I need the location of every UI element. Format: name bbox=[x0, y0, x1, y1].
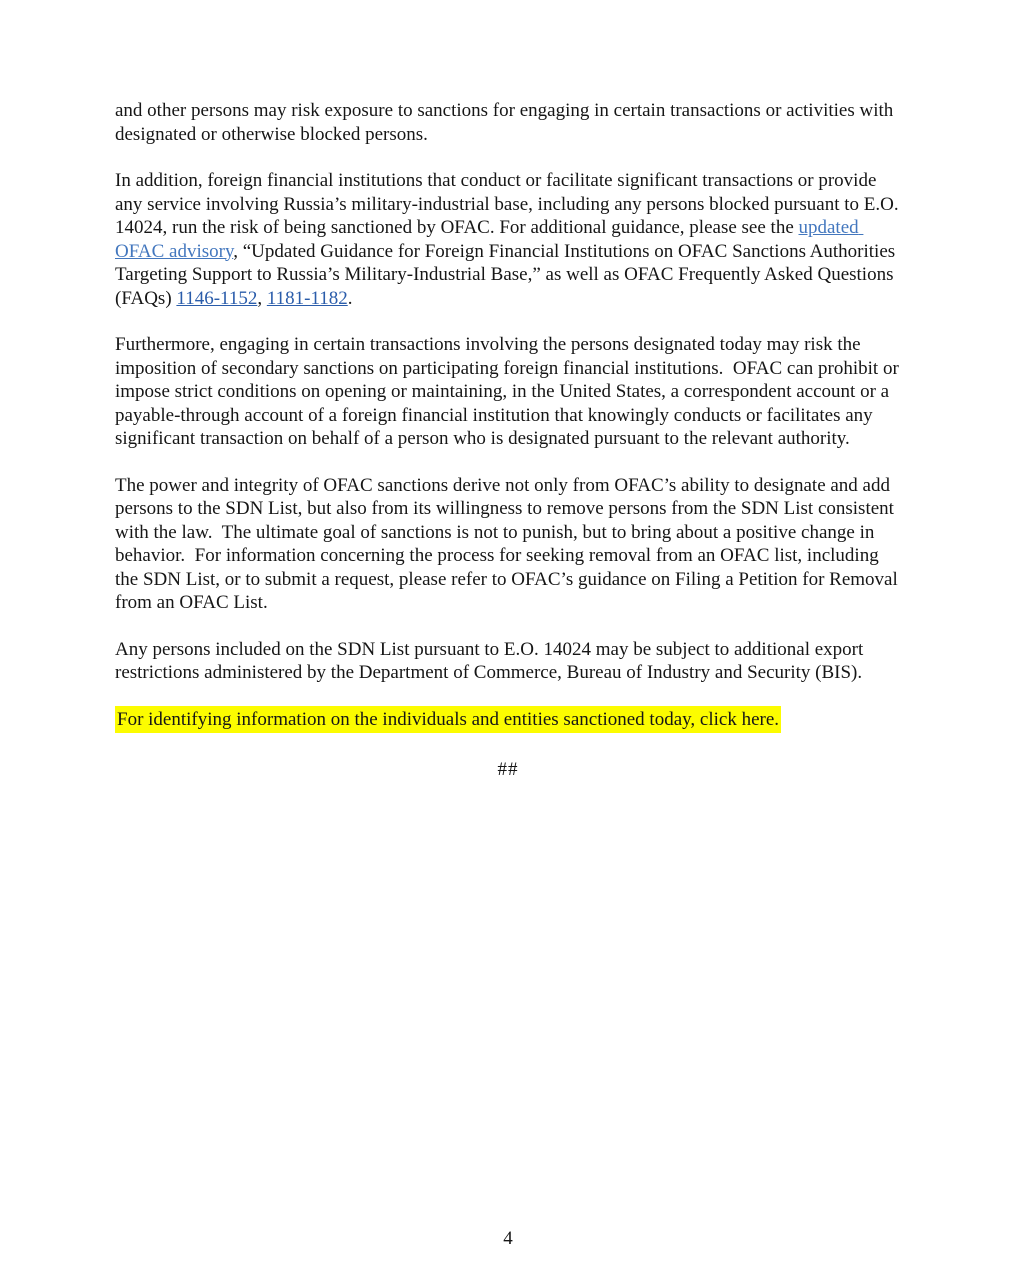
faq-1146-1152-link[interactable]: 1146-1152 bbox=[176, 287, 258, 309]
paragraph-foreign-financial-institutions bbox=[115, 169, 904, 310]
paragraph-secondary-sanctions bbox=[115, 333, 904, 451]
end-marker: ## bbox=[497, 759, 519, 780]
updated-ofac-advisory-link[interactable]: updated OFAC advisory bbox=[115, 217, 864, 262]
paragraph-identifying-information bbox=[115, 708, 901, 732]
text-segment: , bbox=[257, 287, 267, 309]
text-segment: Any persons included on the SDN List pursuant to E.O. 14024 may be subject to additional export restrictions administered by the Department of Commerce, Bureau of Industry and Security (BIS). bbox=[115, 638, 869, 683]
text-segment: , “Updated Guidance for Foreign Financial Institutions on OFAC Sanctions Authorities Targeting Support to Russia’s Military-Industrial Base,” as well as OFAC Frequently Asked Questions (FAQs) bbox=[115, 240, 900, 309]
text-segment: . bbox=[347, 287, 353, 309]
text-segment: In addition, foreign financial institutions that conduct or facilitate significant transactions or provide any service involving Russia’s military-industrial base, including any persons blocked pursuant to E.O. 14024, run the risk of being sanctioned by OFAC. For additional guidance, please see the bbox=[115, 170, 904, 238]
paragraph-removal-process bbox=[115, 474, 901, 615]
text-segment: The power and integrity of OFAC sanctions derive not only from OFAC’s ability to designate and add persons to the SDN List, but also from its willingness to remove persons from the SDN List consistent with the law. The ultimate goal of sanctions is not to punish, but to bring about a positive change in behavior. For information concerning the process for seeking removal from an OFAC list, including the SDN List, or to submit a request, please refer to OFAC’s guidance on Filing a Petition for Removal from an OFAC List. bbox=[115, 474, 903, 613]
text-segment: and other persons may risk exposure to sanctions for engaging in certain transactions or activities with designated or otherwise blocked persons. bbox=[115, 100, 899, 145]
faq-1181-1182-link[interactable]: 1181-1182 bbox=[266, 287, 348, 309]
page-number: 4 bbox=[503, 1227, 513, 1249]
highlighted-click-here-text[interactable]: For identifying information on the individuals and entities sanctioned today, click here. bbox=[115, 706, 781, 733]
text-segment: Furthermore, engaging in certain transactions involving the persons designated today may risk the imposition of secondary sanctions on participating foreign financial institutions. OFAC can prohibit or impose strict conditions on opening or maintaining, in the United States, a correspondent account or a payable-through account of a foreign financial institution that knowingly conducts or facilitates any significant transaction on behalf of a person who is designated pursuant to the relevant authority. bbox=[115, 334, 904, 449]
paragraph-intro-continuation bbox=[115, 99, 901, 146]
paragraph-export-restrictions bbox=[115, 638, 901, 685]
page-content bbox=[115, 0, 904, 805]
